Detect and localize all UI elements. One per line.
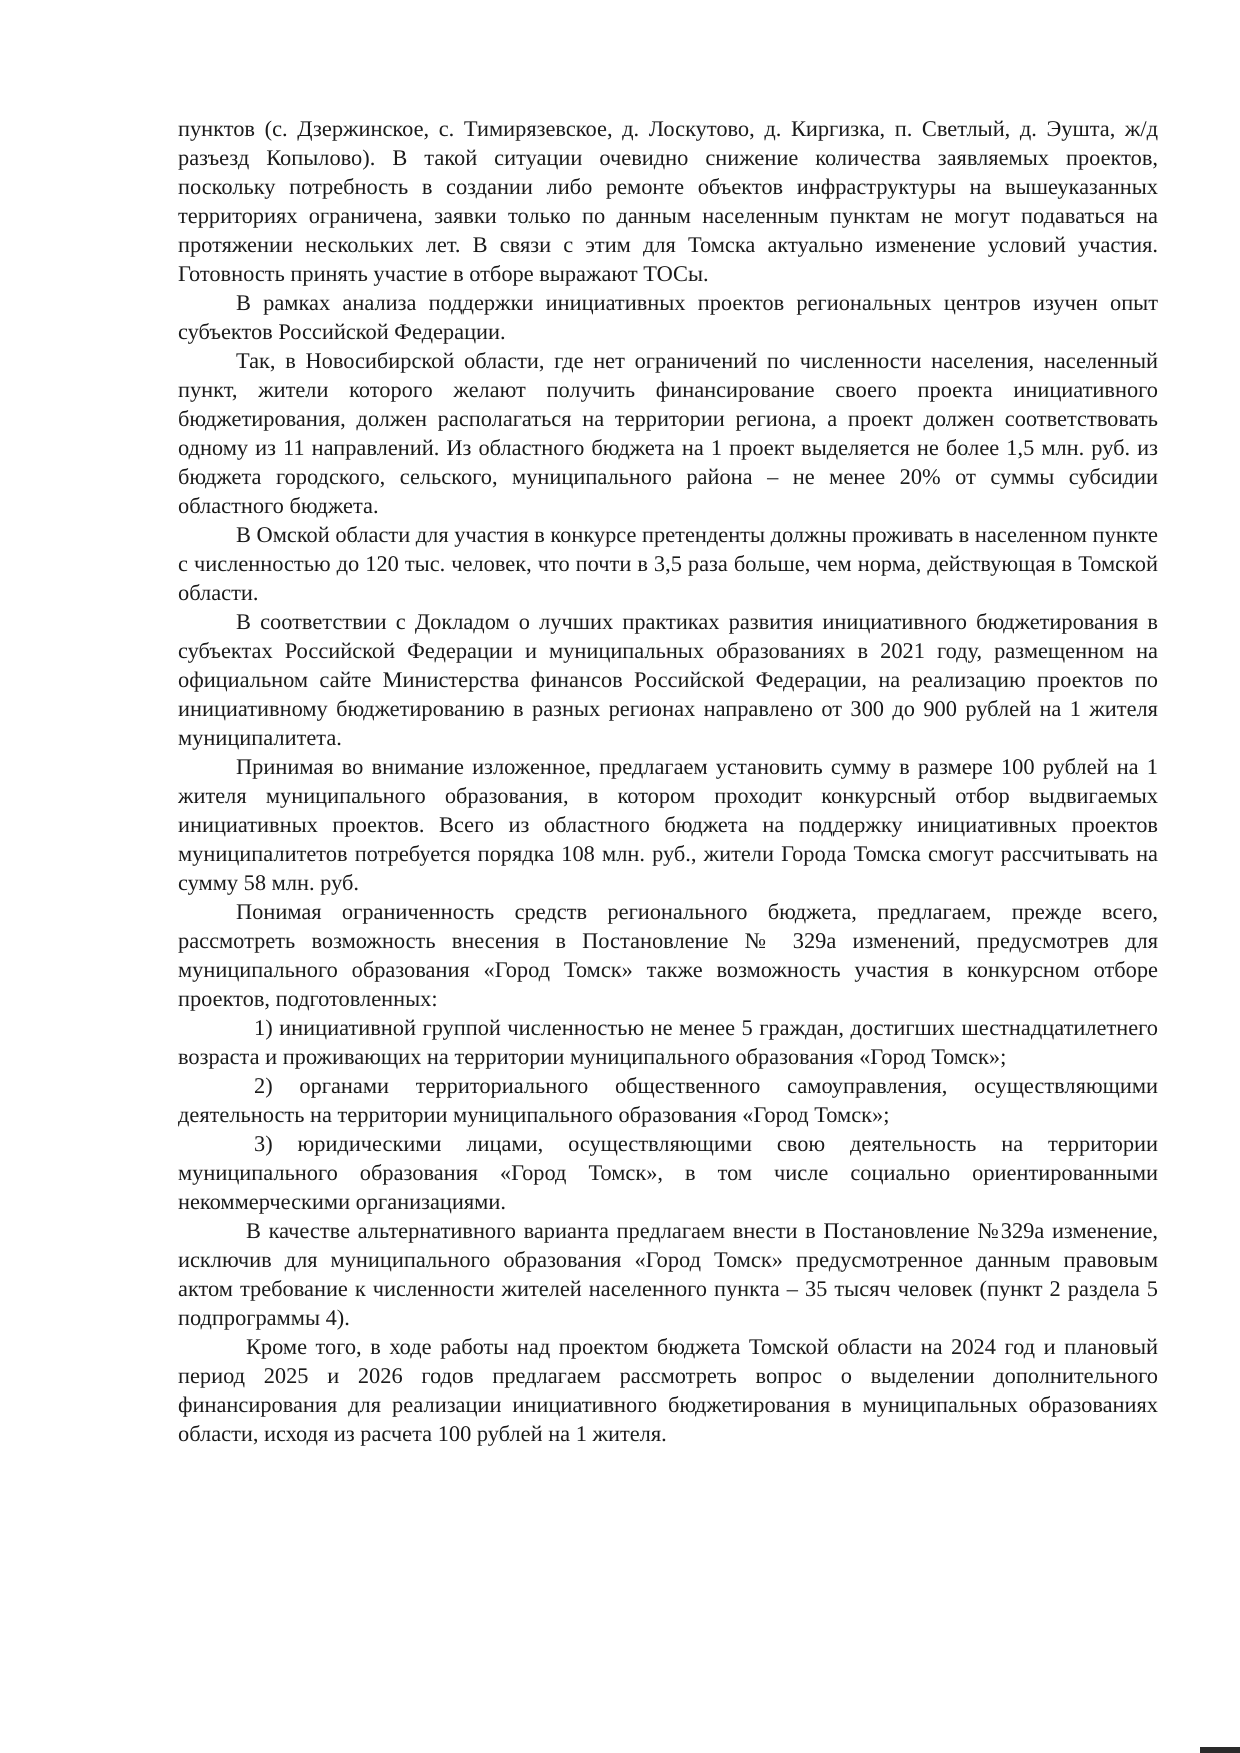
paragraph-novosibirsk: Так, в Новосибирской области, где нет ограничений по численности населения, населенный пункт, жители которого желают получить финансирование своего проекта инициативного бюджетирования, должен располагаться на территории региона, а проект должен соответствовать одному из 11 направлений. Из областного бюджета на 1 проект выделяется не более 1,5 млн. руб. из бюджета городского, сельского, муниципального района – не менее 20% от суммы субсидии областного бюджета. — [178, 348, 1158, 518]
scan-edge-mark — [1200, 1747, 1240, 1753]
list-item-legal-entities: 3) юридическими лицами, осуществляющими свою деятельность на территории муниципального образования «Город Томск», в том числе социально ориентированными некоммерческими организациями. — [178, 1131, 1158, 1214]
paragraph-proposal-amount: Принимая во внимание изложенное, предлагаем установить сумму в размере 100 рублей на 1 жителя муниципального образования, в котором проходит конкурсный отбор выдвигаемых инициативных проектов. Всего из областного бюджета на поддержку инициативных проектов муниципалитетов потребуется порядка 108 млн. руб., жители Города Томска смогут рассчитывать на сумму 58 млн. руб. — [178, 754, 1158, 895]
paragraph-ministry-report: В соответствии с Докладом о лучших практиках развития инициативного бюджетирования в субъектах Российской Федерации и муниципальных образованиях в 2021 году, размещенном на официальном сайте Министерства финансов Российской Федерации, на реализацию проектов по инициативному бюджетированию в разных регионах направлено от 300 до 900 рублей на 1 жителя муниципалитета. — [178, 609, 1158, 750]
paragraph-analysis-intro: В рамках анализа поддержки инициативных проектов региональных центров изучен опыт субъектов Российской Федерации. — [178, 290, 1158, 344]
paragraph-settlements-list: пунктов (с. Дзержинское, с. Тимирязевское, д. Лоскутово, д. Киргизка, п. Светлый, д. Эушта, ж/д разъезд Копылово). В такой ситуации очевидно снижение количества заявляемых проектов, поскольку потребность в создании либо ремонте объектов инфраструктуры на вышеуказанных территориях ограничена, заявки только по данным населенным пунктам не могут подаваться на протяжении нескольких лет. В связи с этим для Томска актуально изменение условий участия. Готовность принять участие в отборе выражают ТОСы. — [178, 116, 1158, 286]
list-item-tos-bodies: 2) органами территориального общественного самоуправления, осуществляющими деятельность на территории муниципального образования «Город Томск»; — [178, 1073, 1158, 1127]
list-item-initiative-group: 1) инициативной группой численностью не менее 5 граждан, достигших шестнадцатилетнего возраста и проживающих на территории муниципального образования «Город Томск»; — [178, 1015, 1158, 1069]
paragraph-budget-2024: Кроме того, в ходе работы над проектом бюджета Томской области на 2024 год и плановый период 2025 и 2026 годов предлагаем рассмотреть вопрос о выделении дополнительного финансирования для реализации инициативного бюджетирования в муниципальных образованиях области, исходя из расчета 100 рублей на 1 жителя. — [178, 1334, 1158, 1446]
document-body — [178, 114, 1158, 1448]
paragraph-proposal-amendment: Понимая ограниченность средств регионального бюджета, предлагаем, прежде всего, рассмотреть возможность внесения в Постановление № 329а изменений, предусмотрев для муниципального образования «Город Томск» также возможность участия в конкурсном отборе проектов, подготовленных: — [178, 899, 1158, 1011]
paragraph-alternative-option: В качестве альтернативного варианта предлагаем внести в Постановление №329а изменение, исключив для муниципального образования «Город Томск» предусмотренное данным правовым актом требование к численности жителей населенного пункта – 35 тысяч человек (пункт 2 раздела 5 подпрограммы 4). — [178, 1218, 1158, 1330]
paragraph-omsk: В Омской области для участия в конкурсе претенденты должны проживать в населенном пункте с численностью до 120 тыс. человек, что почти в 3,5 раза больше, чем норма, действующая в Томской области. — [178, 522, 1158, 605]
